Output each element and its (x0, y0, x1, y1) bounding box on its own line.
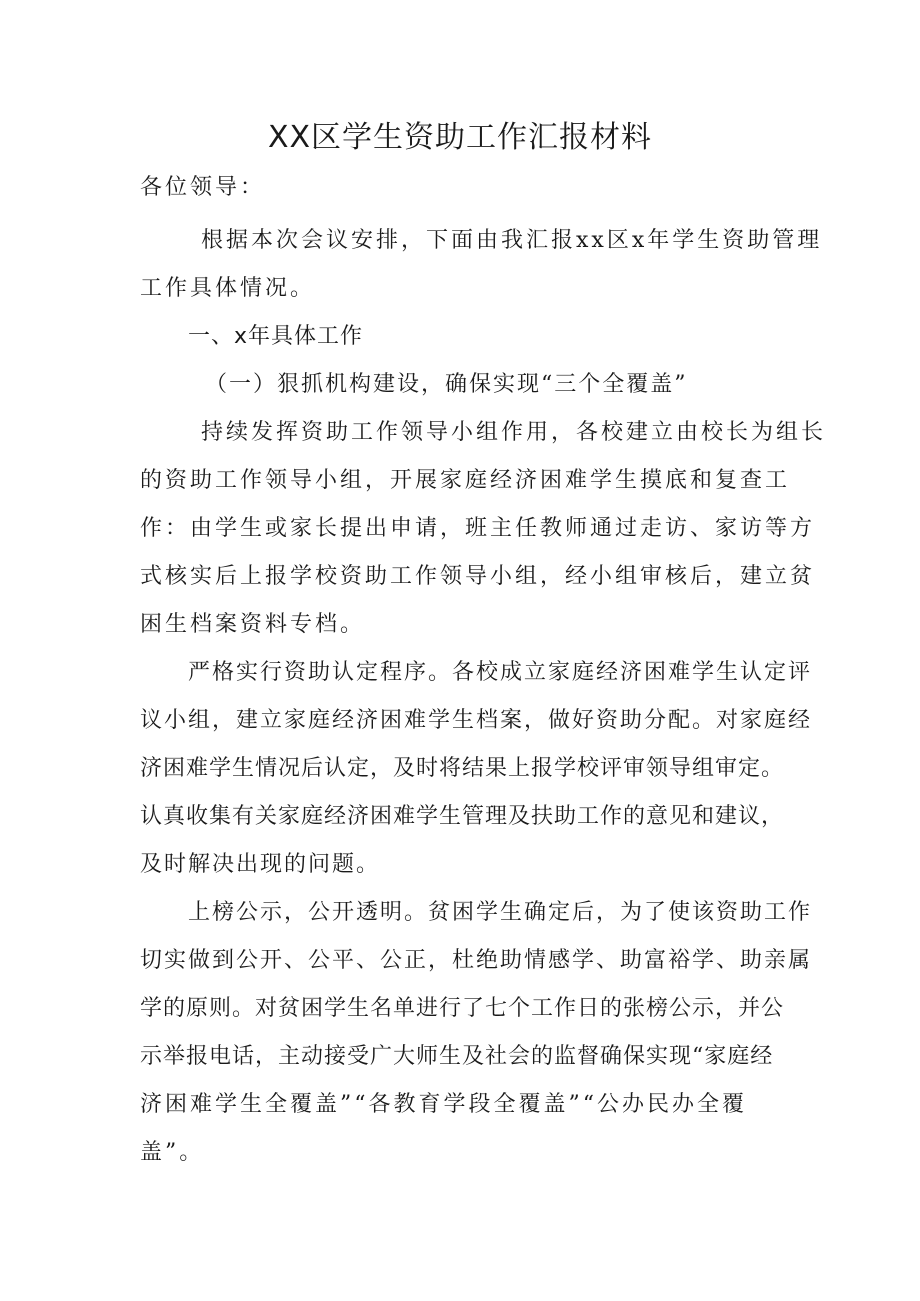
paragraph-2-line-3: 济困难学生情况后认定，及时将结果上报学校评审领导组审定。 (140, 756, 785, 781)
paragraph-3-line-4: 示举报电话，主动接受广大师生及社会的监督确保实现“家庭经 (140, 1044, 774, 1069)
paragraph-1-line-3: 作：由学生或家长提出申请，班主任教师通过走访、家访等方 (140, 516, 816, 541)
paragraph-2-line-4: 认真收集有关家庭经济困难学生管理及扶助工作的意见和建议， (140, 804, 785, 829)
paragraph-3-line-2: 切实做到公开、公平、公正，杜绝助情感学、助富裕学、助亲属 (140, 948, 813, 973)
salutation: 各位领导： (140, 175, 266, 200)
intro-line-1: 根据本次会议安排，下面由我汇报xx区x年学生资助管理 (201, 228, 823, 253)
paragraph-1-line-5: 困生档案资料专档。 (140, 612, 366, 637)
paragraph-3-line-6: 盖”。 (140, 1140, 205, 1165)
document-title: XX区学生资助工作汇报材料 (267, 120, 653, 155)
paragraph-3-line-1: 上榜公示，公开透明。贫困学生确定后，为了使该资助工作 (188, 900, 813, 925)
section-heading-1: 一、x年具体工作 (188, 324, 364, 349)
paragraph-3-line-3: 学的原则。对贫困学生名单进行了七个工作日的张榜公示，并公 (140, 996, 785, 1021)
paragraph-1-line-4: 式核实后上报学校资助工作领导小组，经小组审核后，建立贫 (140, 564, 816, 589)
paragraph-1-line-2: 的资助工作领导小组，开展家庭经济困难学生摸底和复查工 (140, 468, 791, 493)
paragraph-1-line-1: 持续发挥资助工作领导小组作用，各校建立由校长为组长 (201, 420, 827, 445)
subsection-heading-1: （一）狠抓机构建设，确保实现“三个全覆盖” (205, 372, 688, 397)
paragraph-2-line-1: 严格实行资助认定程序。各校成立家庭经济困难学生认定评 (188, 660, 813, 685)
paragraph-2-line-5: 及时解决出现的问题。 (140, 852, 381, 877)
intro-line-2: 工作具体情况。 (140, 276, 316, 301)
paragraph-3-line-5: 济困难学生全覆盖”“各教育学段全覆盖”“公办民办全覆 (140, 1092, 747, 1117)
paragraph-2-line-2: 议小组，建立家庭经济困难学生档案，做好资助分配。对家庭经 (140, 708, 813, 733)
